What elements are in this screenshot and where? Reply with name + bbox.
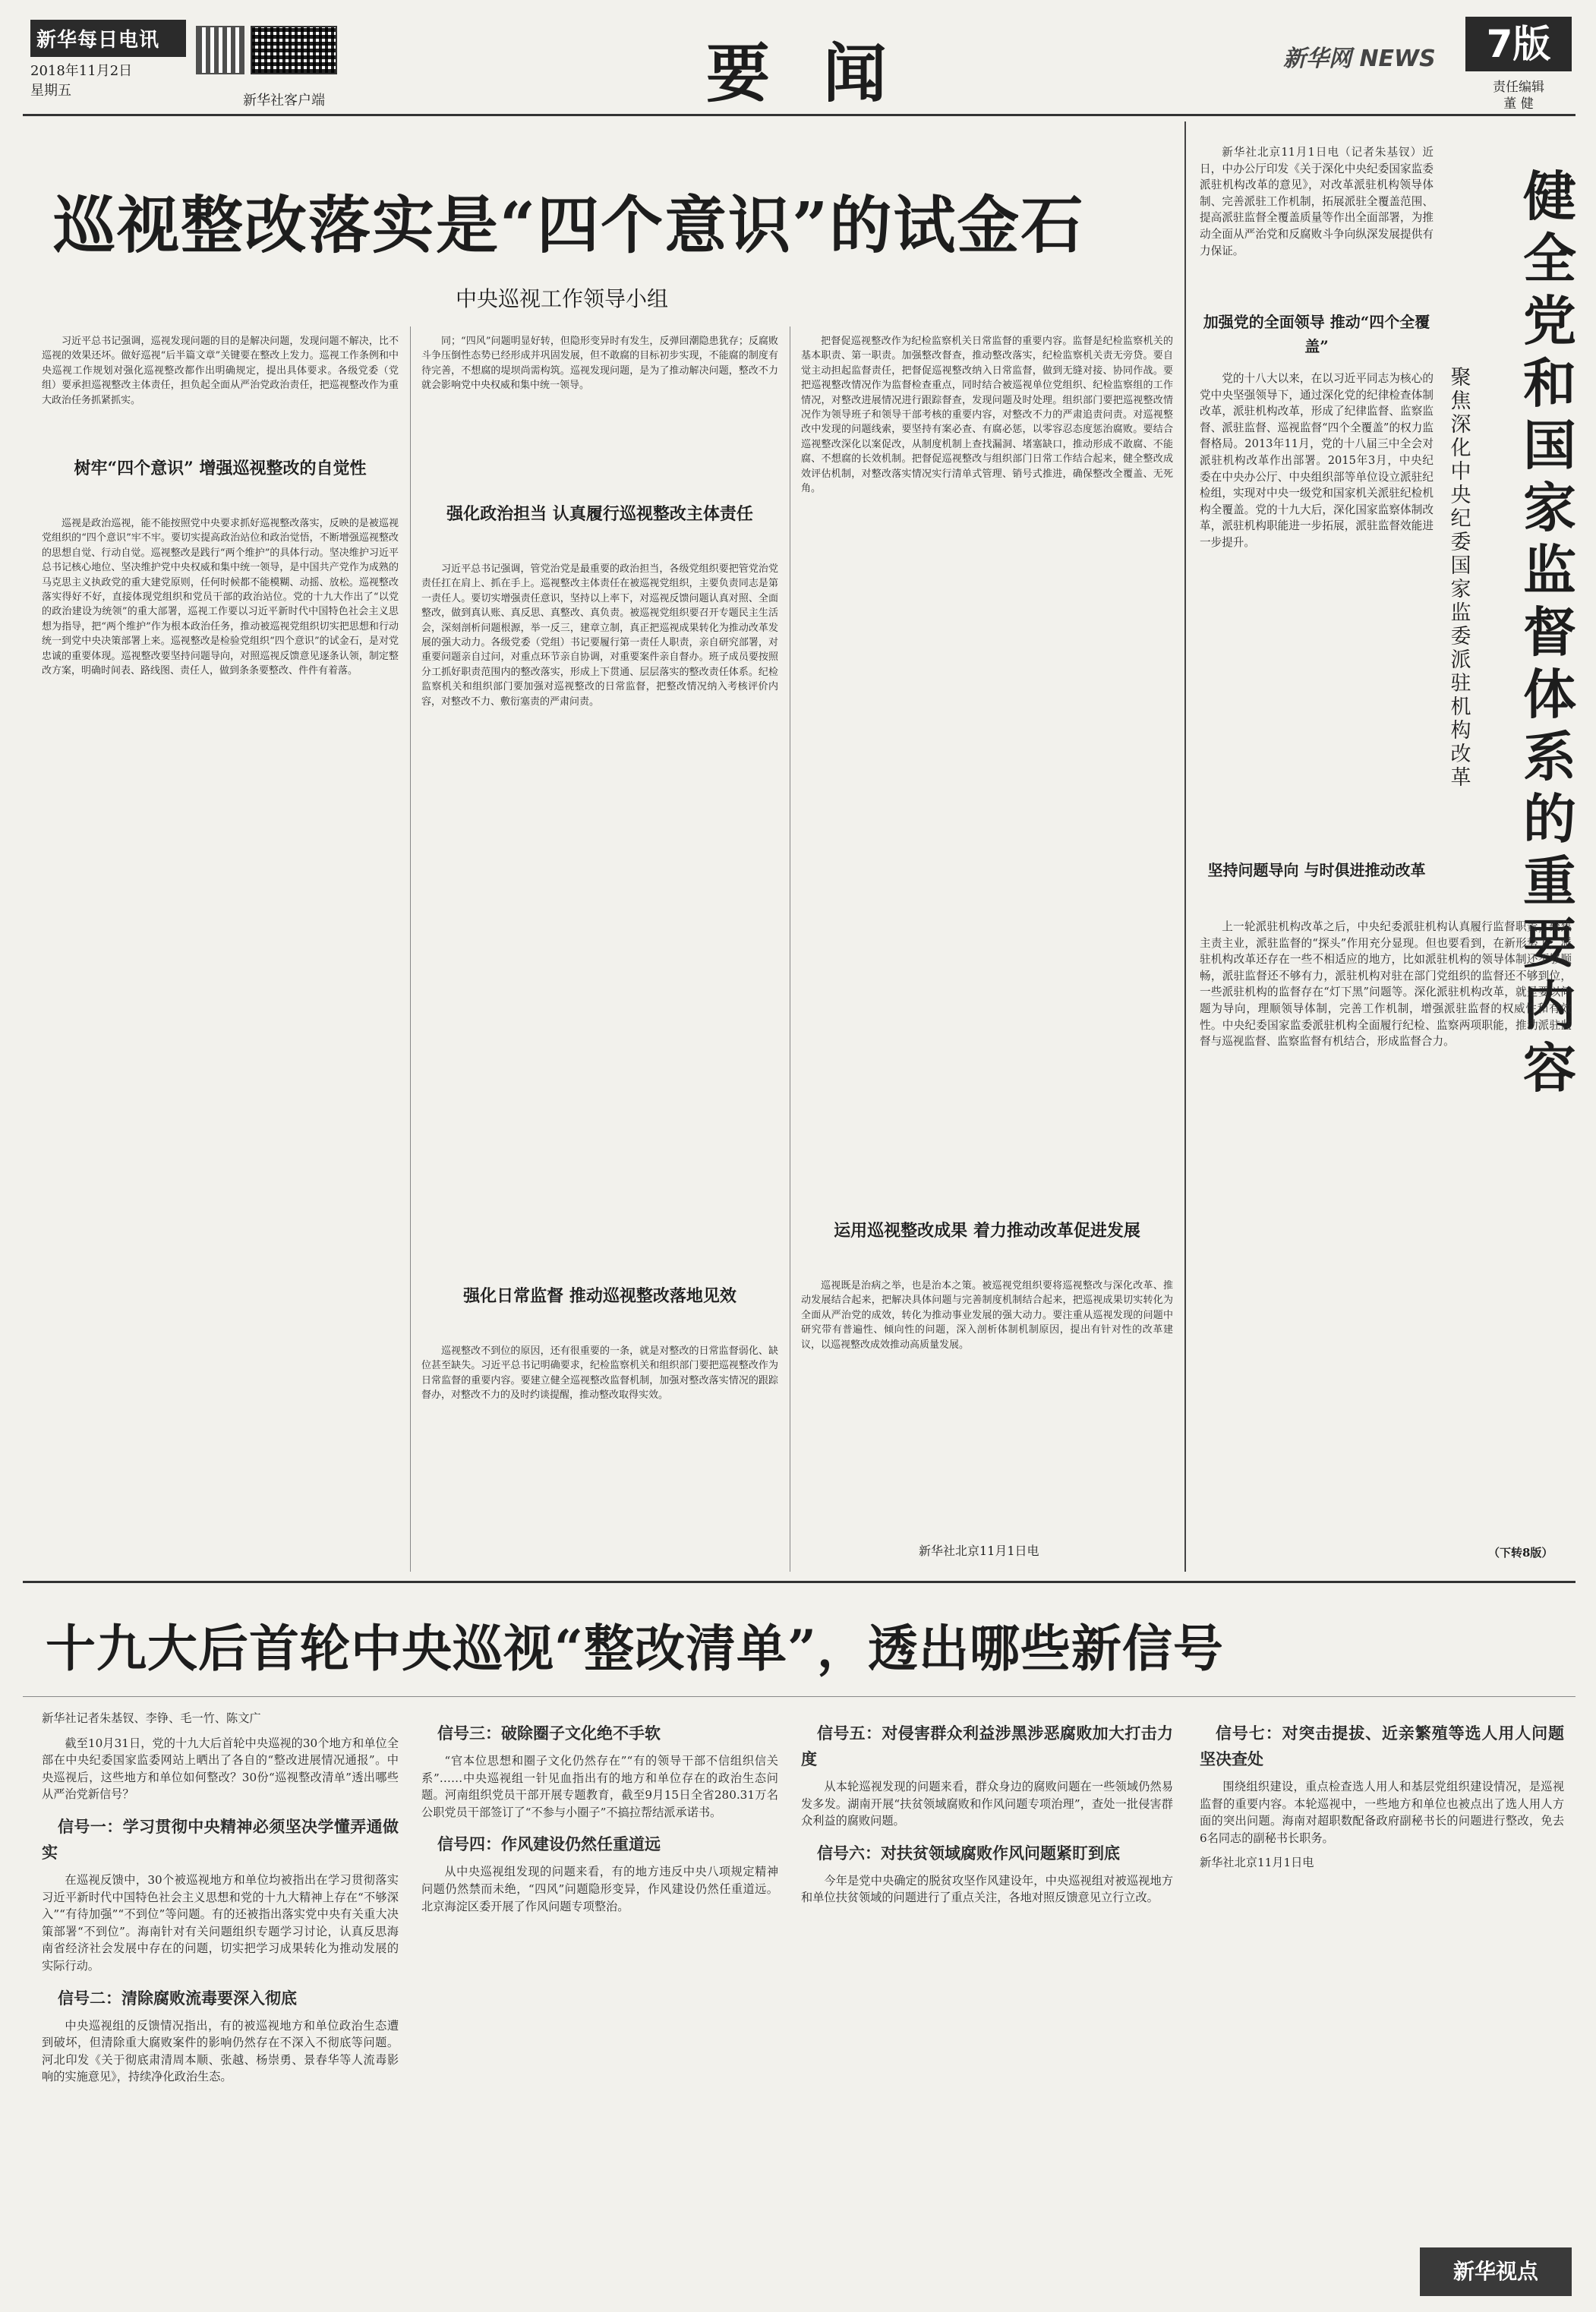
xinhuanet-logo: 新华网 NEWS (1283, 46, 1436, 72)
signal-6-body: 今年是党中央确定的脱贫攻坚作风建设年，中央巡视组对被巡视地方和单位扶贫领域的问题进行了重点关注，各地对照反馈意见立行立改。 (801, 1873, 1173, 1905)
side-body2-text: 上一轮派驻机构改革之后，中央纪委派驻机构认真履行监督职责，聚焦主责主业，派驻监督的“探头”作用充分显现。但也要看到，在新形势下，派驻机构改革还存在一些不相适应的地方，比如派驻机构的领导体制还不够顺畅，派驻监督还不够有力，派驻机构对驻在部门党组织的监督还不够到位，一些派驻机构的监督存在“灯下黑”问题等。深化派驻机构改革，就是要以问题为导向，理顺领导体制，完善工作机制，增强派驻监督的权威性和有效性。中央纪委国家监委派驻机构全面履行纪检、监察两项职能，推动派驻监督与巡视监督、监察监督有机结合，形成监督合力。 (1200, 920, 1572, 1049)
main-col2-text: 同；“四风”问题明显好转，但隐形变异时有发生，反弹回潮隐患犹存；反腐败斗争压倒性态势已经形成并巩固发展，但不敢腐的目标初步实现，不能腐的制度有待完善，不想腐的堤坝尚需构筑。巡视发现问题，是为了推动解决问题，整改不力就会影响党中央权威和集中统一领导。 (421, 336, 778, 392)
side-body1-text: 党的十八大以来，在以习近平同志为核心的党中央坚强领导下，通过深化党的纪律检查体制改革，派驻机构改革，形成了纪律监督、监察监督、派驻监督、巡视监督“四个全覆盖”的权力监督格局。2013年11月，党的十八届三中全会对派驻机构改革作出部署。2015年3月，中央纪委在中央办公厅、中央组织部等单位设立派驻纪检组，实现对中央一级党和国家机关派驻纪检机构全覆盖。党的十九大后，深化国家监察体制改革，派驻机构职能进一步拓展，派驻监督效能进一步提升。 (1200, 372, 1434, 549)
signal-7-body: 围绕组织建设，重点检查选人用人和基层党组织建设情况，是巡视监督的重要内容。本轮巡视中，一些地方和单位也被点出了选人用人方面的突出问题。海南对超职数配备政府副秘书长的问题进行整改，免去6名同志的副秘书长职务。 (1200, 1780, 1564, 1845)
side-article-rule (1184, 121, 1186, 1572)
main-col2-text3: 巡视整改不到位的原因，还有很重要的一条，就是对整改的日常监督弱化、缺位甚至缺失。习近平总书记明确要求，纪检监察机关和组织部门要把巡视整改作为日常监督的重要内容。要建立健全巡视整改监督机制，加强对整改落实情况的跟踪督办，对整改不力的及时约谈提醒，推动整改取得实效。 (421, 1345, 778, 1402)
lower-headline-rule (23, 1696, 1575, 1697)
qr-code-icon (251, 26, 337, 74)
main-col1-intro (42, 334, 399, 440)
main-intro-text: 习近平总书记强调，巡视发现问题的目的是解决问题，发现问题不解决，比不巡视的效果还坏。做好巡视“后半篇文章”关键要在整改上发力。巡视工作条例和中央巡视工作规划对强化巡视整改都作出明确规定，提出具体要求。各级党委（党组）要承担巡视整改主体责任，担负起全面从严治党政治责任，把巡视整改作为重大政治任务抓紧抓实。 (42, 336, 399, 406)
main-col3-top (801, 334, 1173, 1207)
side-lead-text: 新华社北京11月1日电（记者朱基钗）近日，中办公厅印发《关于深化中央纪委国家监委派驻机构改革的意见》，对改革派驻机构领导体制、完善派驻工作机制，拓展派驻全覆盖范围、提高派驻监督全覆盖质量等作出全面部署，为推动全面从严治党和反腐败斗争向纵深发展提供有力保证。 (1200, 146, 1434, 257)
paper-name: 新华每日电讯 (30, 20, 186, 57)
lower-byline: 新华社记者朱基钗、李铮、毛一竹、陈文广 (42, 1711, 261, 1725)
client-label: 新华社客户端 (243, 93, 325, 109)
main-subhead-1: 树牢“四个意识” 增强巡视整改的自觉性 (74, 459, 367, 478)
lower-col-4 (1200, 1710, 1564, 2226)
side-subtitle: 聚焦深化中央纪委国家监委派驻机构改革 (1450, 366, 1471, 790)
signal-1-title: 信号一：学习贯彻中央精神必须坚决学懂弄通做实 (42, 1816, 399, 1862)
lower-headline: 十九大后首轮中央巡视“整改清单”，透出哪些新信号 (46, 1619, 1224, 1678)
xinhua-shidian-logo: 新华视点 (1420, 2247, 1572, 2296)
client-app-icon (196, 26, 244, 74)
side-subhead-1: 加强党的全面领导 推动“四个全覆盖” (1203, 313, 1430, 355)
editor-label: 责任编辑 (1493, 80, 1544, 95)
side-subhead-2: 坚持问题导向 与时俱进推动改革 (1207, 861, 1426, 879)
main-byline: 中央巡视工作领导小组 (456, 286, 669, 311)
page-number: 7版 (1465, 17, 1572, 71)
main-col3-text: 把督促巡视整改作为纪检监察机关日常监督的重要内容。监督是纪检监察机关的基本职责、第一职责。加强整改督查，推动整改落实，纪检监察机关责无旁贷。要自觉主动担起监督责任，把督促巡视整改纳入日常监督，做到无缝对接、协同作战。要把巡视整改情况作为监督检查重点，同时结合被巡视单位党组织、纪检监察组的工作情况，对整改进展情况进行跟踪督查，发现问题及时处理。组织部门要把巡视整改情况作为领导班子和领导干部考核的重要内容，对整改不力的严肃追责问责。对巡视整改中发现的问题线索，要坚持有案必查、有腐必惩，以零容忍态度惩治腐败。要结合巡视整改深化以案促改，从制度机制上查找漏洞、堵塞缺口，推动形成不敢腐、不能腐、不想腐的长效机制。把督促巡视整改与组织部门日常工作结合起来，健全整改成效评估机制，对整改落实情况实行清单式管理、销号式推进，确保整改全覆盖、无死角。 (801, 336, 1173, 495)
masthead-divider (23, 114, 1575, 116)
lower-col-3 (801, 1710, 1173, 2302)
lower-intro: 截至10月31日，党的十九大后首轮中央巡视的30个地方和单位全部在中央纪委国家监委网站上晒出了各自的“整改进展情况通报”。中央巡视后，这些地方和单位如何整改？30份“巡视整改清单”透出哪些从严治党新信号？ (42, 1736, 399, 1802)
signal-5-body: 从本轮巡视发现的问题来看，群众身边的腐败问题在一些领域仍然易发多发。湖南开展“扶贫领域腐败和作风问题专项治理”，查处一批侵害群众利益的腐败问题。 (801, 1780, 1173, 1828)
signal-6-title: 信号六：对扶贫领域腐败作风问题紧盯到底 (817, 1843, 1120, 1863)
section-divider (23, 1581, 1575, 1583)
signal-3-title: 信号三：破除圈子文化绝不手软 (437, 1724, 661, 1743)
signal-4-body: 从中央巡视组发现的问题来看，有的地方违反中央八项规定精神问题仍然禁而未绝，“四风”问题隐形变异，作风建设仍然任重道远。北京海淀区委开展了作风问题专项整治。 (421, 1865, 778, 1913)
main-headline: 巡视整改落实是“四个意识”的试金石 (53, 189, 1085, 262)
main-col3-bottom (801, 1279, 1173, 1537)
main-subhead-2: 强化政治担当 认真履行巡视整改主体责任 (446, 504, 753, 524)
lower-col-2 (421, 1710, 778, 2302)
side-next-page: （下转8版） (1488, 1546, 1553, 1560)
issue-date-block (30, 62, 186, 101)
signal-2-body: 中央巡视组的反馈情况指出，有的被巡视地方和单位政治生态遭到破坏，但清除重大腐败案件的影响仍然存在不深入不彻底等问题。河北印发《关于彻底肃清周本顺、张越、杨崇勇、景春华等人流毒影响的实施意见》，持续净化政治生态。 (42, 2018, 399, 2084)
signal-2-title: 信号二：清除腐败流毒要深入彻底 (58, 1988, 297, 2008)
signal-1-body: 在巡视反馈中，30个被巡视地方和单位均被指出在学习贯彻落实习近平新时代中国特色社会主义思想和党的十九大精神上存在“不够深入”“有待加强”“不到位”等问题。有的还被指出落实党中央有关重大决策部署“不到位”。海南针对有关问题组织专题学习讨论，认真反思海南省经济社会发展中存在的问题，切实把学习成果转化为推动发展的实际行动。 (42, 1872, 399, 1973)
signal-5-title: 信号五：对侵害群众利益涉黑涉恶腐败加大打击力度 (801, 1724, 1173, 1768)
main-col2-top (421, 334, 778, 509)
side-body-2 (1200, 919, 1572, 1541)
editor-block (1465, 79, 1572, 112)
main-col2-text2: 习近平总书记强调，管党治党是最重要的政治担当，各级党组织要把管党治党责任扛在肩上、抓在手上。巡视整改主体责任在被巡视党组织，主要负责同志是第一责任人。要切实增强责任意识，坚持以上率下，对巡视反馈问题认真对照、全面整改，做到真认账、真反思、真整改、真负责。被巡视党组织要召开专题民主生活会，深刻剖析问题根源，举一反三，建章立制，真正把巡视成果转化为推动改革发展的强大动力。各级党委（党组）书记要履行第一责任人职责，亲自研究部署，对重要问题亲自过问，对重点环节亲自协调，对重要案件亲自督办。班子成员要按照分工抓好职责范围内的整改落实，形成上下贯通、层层落实的整改责任体系。纪检监察机关和组织部门要加强对巡视整改的日常监督，把整改情况纳入考核评价内容，对整改不力、敷衍塞责的严肃问责。 (421, 563, 778, 708)
signal-4-title: 信号四：作风建设仍然任重道远 (437, 1834, 661, 1854)
main-col1-body (42, 516, 399, 1572)
column-rule (410, 326, 411, 1572)
issue-date: 2018年11月2日 (30, 63, 133, 79)
lower-col-1 (42, 1710, 399, 2302)
main-col2-bottom (421, 1344, 778, 1572)
main-col2-mid (421, 562, 778, 1276)
main-col3-text2: 巡视既是治病之举，也是治本之策。被巡视党组织要将巡视整改与深化改革、推动发展结合起来，把解决具体问题与完善制度机制结合起来，把巡视成果切实转化为全面从严治党的成效，转化为推动事业发展的强大动力。要注重从巡视发现的问题中研究带有普遍性、倾向性的问题，深入剖析体制机制原因，提出有针对性的改革建议，以巡视整改成效推动高质量发展。 (801, 1280, 1173, 1351)
main-col1-text: 巡视是政治巡视，能不能按照党中央要求抓好巡视整改落实，反映的是被巡视党组织的“四个意识”牢不牢。要切实提高政治站位和政治觉悟，不断增强巡视整改的思想自觉、行动自觉。巡视整改是践行“两个维护”的具体行动。坚决维护习近平总书记核心地位、坚决维护党中央权威和集中统一领导，是中国共产党作为成熟的马克思主义执政党的重大建党原则，任何时候都不能模糊、动摇、放松。巡视整改落实得好不好，直接体现党组织和党员干部的政治站位。党的十九大作出了“以党的政治建设为统领”的重大部署，巡视工作要以习近平新时代中国特色社会主义思想为指导，把“两个维护”作为根本政治任务，推动被巡视党组织切实把思想和行动统一到党中央决策部署上来。巡视整改是检验党组织“四个意识”的试金石，是对党忠诚的重要体现。巡视整改要坚持问题导向，对照巡视反馈意见逐条认领，制定整改方案，明确时间表、路线图、责任人，做到条条要整改、件件有着落。 (42, 518, 399, 677)
masthead-left (30, 20, 186, 105)
side-lead (1200, 144, 1434, 304)
side-title: 健全党和国家监督体系的重要内容 (1523, 165, 1576, 1099)
editor-name: 董 健 (1503, 96, 1534, 112)
main-subhead-4: 运用巡视整改成果 着力推动改革促进发展 (834, 1221, 1140, 1241)
lower-dateline: 新华社北京11月1日电 (1200, 1856, 1314, 1870)
signal-7-title: 信号七：对突击提拔、近亲繁殖等选人用人问题坚决查处 (1200, 1724, 1564, 1768)
issue-weekday: 星期五 (30, 83, 71, 99)
main-subhead-3: 强化日常监督 推动巡视整改落地见效 (463, 1286, 736, 1306)
signal-3-body: “官本位思想和圈子文化仍然存在”“有的领导干部不信组织信关系”……中央巡视组一针见血指出有的地方和单位存在的政治生态问题。河南组织党员干部开展专题教育，截至9月15日全省280.31万名公职党员干部签订了“不参与小圈子”不搞拉帮结派承诺书。 (421, 1754, 778, 1819)
section-title: 要闻 (706, 36, 941, 111)
main-dateline: 新华社北京11月1日电 (919, 1544, 1039, 1558)
